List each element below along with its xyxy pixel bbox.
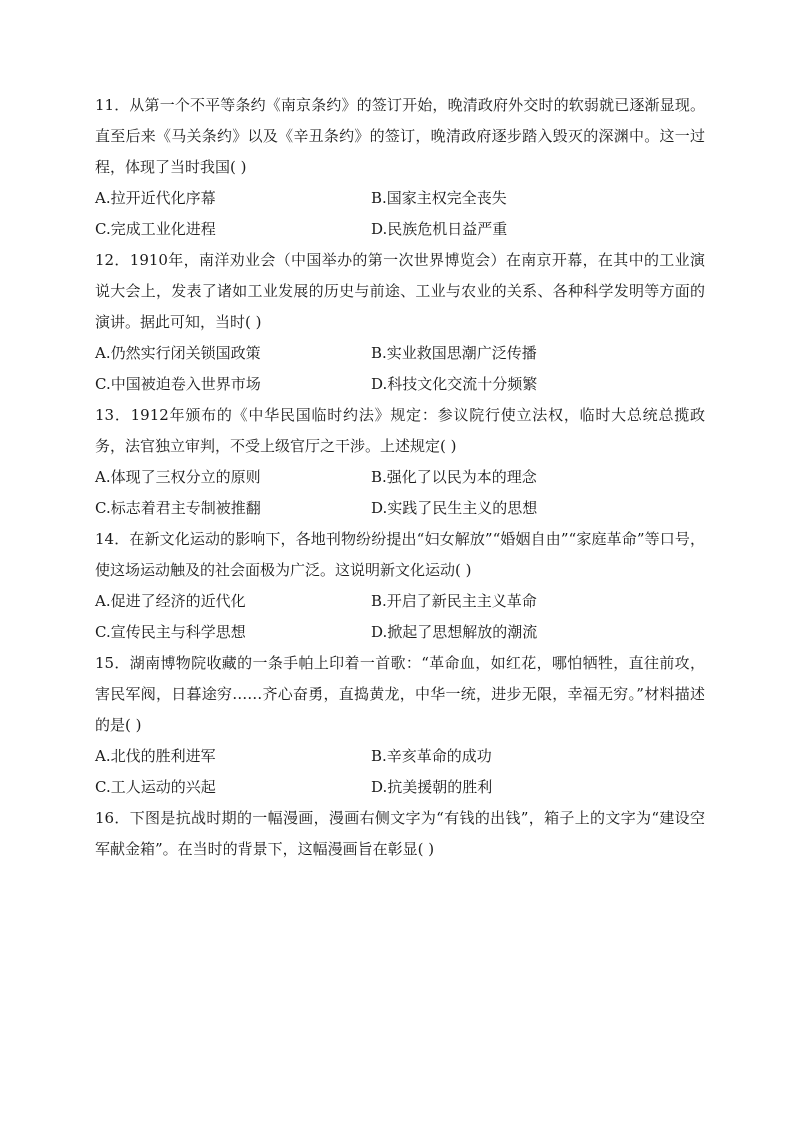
answer-option: B.强化了以民为本的理念 [371, 468, 537, 486]
answer-option: C.工人运动的兴起 [95, 778, 216, 796]
question-block [95, 90, 705, 245]
answer-option: D.抗美援朝的胜利 [371, 778, 493, 796]
answer-option: D.民族危机日益严重 [371, 220, 508, 238]
question-block [95, 648, 705, 803]
answer-option: B.实业救国思潮广泛传播 [371, 344, 537, 362]
answer-option: C.完成工业化进程 [95, 220, 216, 238]
question-stem: 15．湖南博物院收藏的一条手帕上印着一首歌：“革命血，如红花，哪怕牺牲，直往前攻，害民军阀，日暮途穷……齐心奋勇，直捣黄龙，中华一统，进步无限，幸福无穷。”材料描述的是( ) [95, 654, 705, 734]
question-stem: 13．1912年颁布的《中华民国临时约法》规定：参议院行使立法权，临时大总统总揽政务，法官独立审判，不受上级官厅之干涉。上述规定( ) [95, 406, 705, 455]
question-list [95, 90, 705, 865]
answer-option: D.掀起了思想解放的潮流 [371, 623, 538, 641]
answer-options [95, 462, 705, 524]
answer-option: D.实践了民生主义的思想 [371, 499, 538, 517]
question-stem: 14．在新文化运动的影响下，各地刊物纷纷提出“妇女解放”“婚姻自由”“家庭革命”等口号，使这场运动触及的社会面极为广泛。这说明新文化运动( ) [95, 530, 705, 579]
answer-options [95, 183, 705, 245]
answer-option: B.辛亥革命的成功 [371, 747, 492, 765]
answer-option: A.体现了三权分立的原则 [95, 468, 261, 486]
answer-option: C.中国被迫卷入世界市场 [95, 375, 261, 393]
answer-option: A.拉开近代化序幕 [95, 189, 216, 207]
answer-options [95, 741, 705, 803]
question-stem: 16．下图是抗战时期的一幅漫画，漫画右侧文字为“有钱的出钱”，箱子上的文字为“建设空军献金箱”。在当时的背景下，这幅漫画旨在彰显( ) [95, 809, 705, 858]
answer-option: C.标志着君主专制被推翻 [95, 499, 261, 517]
answer-option: B.开启了新民主主义革命 [371, 592, 537, 610]
answer-option: A.北伐的胜利进军 [95, 747, 216, 765]
answer-option: C.宣传民主与科学思想 [95, 623, 246, 641]
question-block [95, 400, 705, 524]
answer-option: D.科技文化交流十分频繁 [371, 375, 538, 393]
question-stem: 12．1910年，南洋劝业会（中国举办的第一次世界博览会）在南京开幕，在其中的工业演说大会上，发表了诸如工业发展的历史与前途、工业与农业的关系、各种科学发明等方面的演讲。据此可知，当时( ) [95, 251, 705, 331]
question-block [95, 245, 705, 400]
answer-option: B.国家主权完全丧失 [371, 189, 507, 207]
question-block [95, 524, 705, 648]
answer-option: A.促进了经济的近代化 [95, 592, 246, 610]
answer-options [95, 586, 705, 648]
question-stem: 11．从第一个不平等条约《南京条约》的签订开始，晚清政府外交时的软弱就已逐渐显现。直至后来《马关条约》以及《辛丑条约》的签订，晚清政府逐步踏入毁灭的深渊中。这一过程，体现了当时我国( ) [95, 96, 705, 176]
question-block [95, 803, 705, 865]
answer-options [95, 338, 705, 400]
answer-option: A.仍然实行闭关锁国政策 [95, 344, 261, 362]
